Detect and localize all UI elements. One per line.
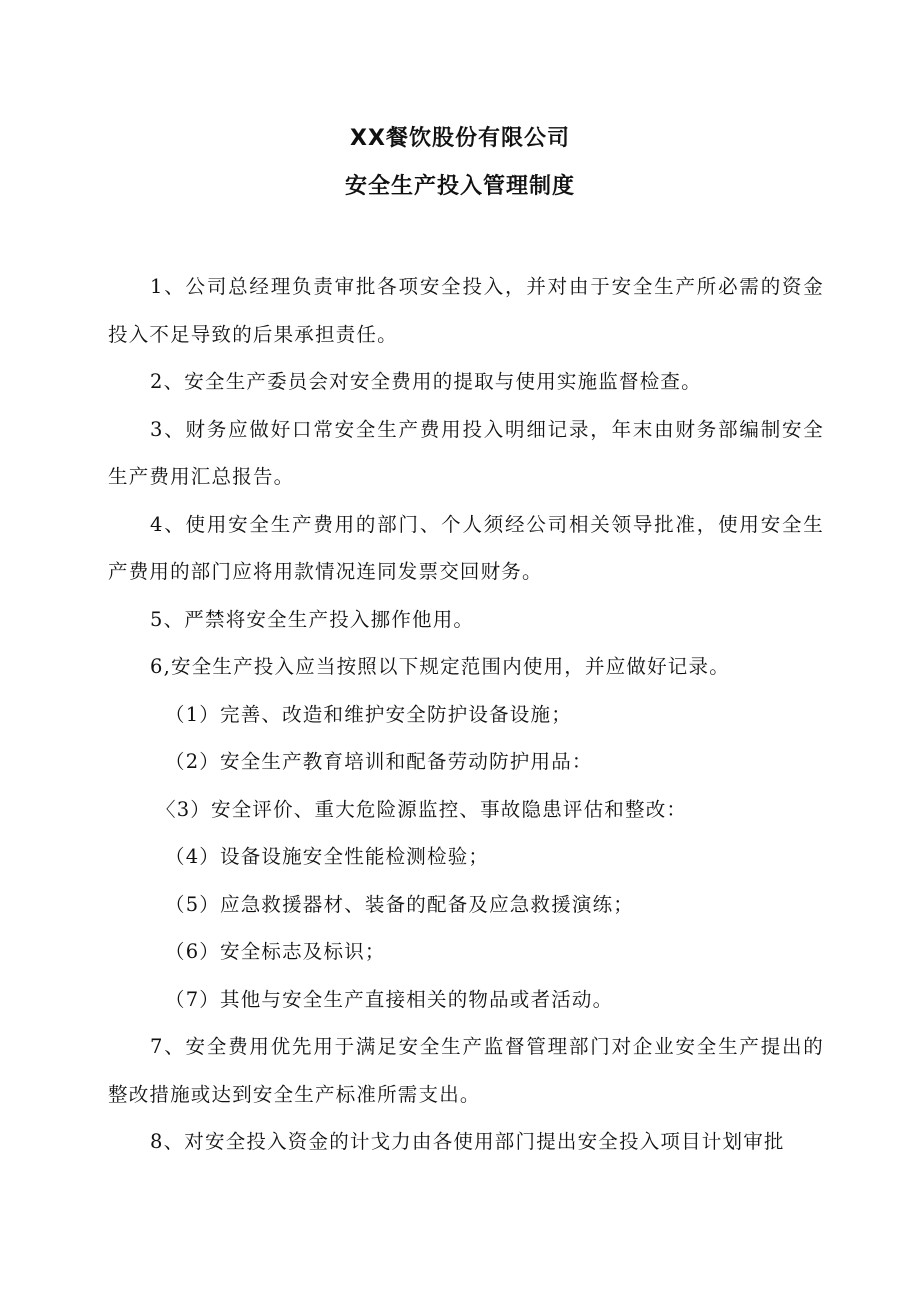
list-item-3: 〈3）安全评价、重大危险源监控、事故隐患评估和整改：: [156, 797, 688, 821]
paragraph-8: 8、对安全投入资金的计戈力由各使用部门提出安全投入项目计划审批: [150, 1130, 785, 1153]
list-item-6: （6）安全标志及标识；: [165, 940, 386, 963]
paragraph-1: 1、公司总经理负责审批各项安全投入，并对由于安全生产所必需的资金投入不足导致的后果承担责任。: [108, 275, 824, 346]
paragraph-7: 7、安全费用优先用于满足安全生产监督管理部门对企业安全生产提出的整改措施或达到安全生产标准所需支出。: [108, 1035, 824, 1106]
document-body: [108, 263, 824, 1166]
list-item-1: （1）完善、改造和维护安全防护设备设施；: [165, 702, 572, 726]
list-item-4: （4）设备设施安全性能检测检验；: [165, 845, 490, 868]
paragraph-6: 6,安全生产投入应当按照以下规定范围内使用，并应做好记录。: [150, 655, 730, 678]
list-item-7: （7）其他与安全生产直接相关的物品或者活动。: [165, 987, 614, 1011]
paragraph-2: 2、安全生产委员会对安全费用的提取与使用实施监督检查。: [150, 370, 702, 393]
paragraph-3: 3、财务应做好口常安全生产费用投入明细记录，年末由财务部编制安全生产费用汇总报告。: [108, 417, 824, 488]
list-item-2: （2）安全生产教育培训和配备劳动防护用品：: [165, 750, 593, 773]
policy-title: 安全生产投入管理制度: [344, 174, 575, 199]
company-title: XX餐饮股份有限公司: [350, 126, 570, 151]
paragraph-5: 5、严禁将安全生产投入挪作他用。: [150, 607, 475, 631]
list-item-5: （5）应急救援器材、装备的配备及应急救援演练；: [165, 892, 635, 916]
paragraph-4: 4、使用安全生产费用的部门、个人须经公司相关领导批准，使用安全生产费用的部门应将用款情况连同发票交回财务。: [108, 512, 824, 583]
title-block: [0, 128, 920, 198]
